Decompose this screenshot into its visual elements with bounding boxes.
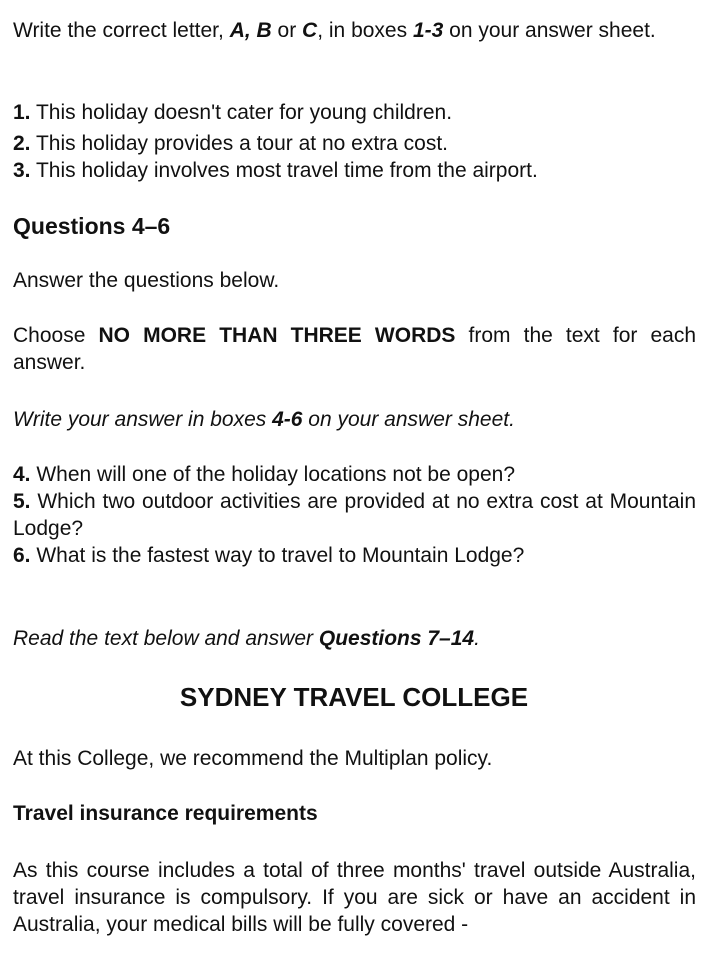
box-range: 4-6 (272, 408, 303, 431)
word-limit: NO MORE THAN THREE WORDS (98, 324, 456, 347)
question-text: This holiday provides a tour at no extra cost. (30, 132, 449, 155)
write-instruction (13, 406, 696, 433)
question-text: This holiday involves most travel time from the airport. (30, 159, 538, 182)
question-4 (13, 461, 696, 488)
question-text: What is the fastest way to travel to Mountain Lodge? (30, 544, 525, 567)
instruction-text: Write your answer in boxes (13, 408, 273, 431)
choose-instruction (13, 322, 696, 376)
section-heading-questions-4-6: Questions 4–6 (13, 213, 171, 239)
option-a: A, (229, 19, 257, 42)
instruction-text: . (474, 627, 480, 650)
read-instruction (13, 625, 696, 652)
question-number: 1. (13, 101, 31, 124)
instruction-write-letter (13, 17, 696, 44)
insurance-heading: Travel insurance requirements (13, 802, 318, 825)
recommend-paragraph: At this College, we recommend the Multiplan policy. (13, 747, 493, 770)
question-3 (13, 157, 696, 184)
instruction-text: Read the text below and answer (13, 627, 319, 650)
question-text: Which two outdoor activities are provided at no extra cost at Mountain Lodge? (13, 490, 696, 540)
instruction-text: from the text for each answer. (13, 324, 697, 374)
question-number: 6. (13, 544, 31, 567)
question-number: 5. (13, 490, 31, 513)
instruction-text: , in boxes (317, 19, 413, 42)
insurance-paragraph: As this course includes a total of three months' travel outside Australia, travel insurance is compulsory. If you are sick or have an accident in Australia, your medical bills will be fully covered - (13, 859, 696, 936)
instruction-text: on your answer sheet. (302, 408, 515, 431)
question-number: 3. (13, 159, 31, 182)
answer-instruction: Answer the questions below. (13, 269, 280, 292)
question-5 (13, 488, 696, 542)
instruction-text: on your answer sheet. (443, 19, 656, 42)
question-text: When will one of the holiday locations not be open? (30, 463, 516, 486)
instruction-text: Write the correct letter, (13, 19, 230, 42)
question-number: 2. (13, 132, 31, 155)
option-b: B (256, 19, 272, 42)
instruction-text: Choose (13, 324, 99, 347)
option-c: C (302, 19, 318, 42)
box-range: 1-3 (412, 19, 444, 42)
instruction-text: or (271, 19, 303, 42)
question-1 (13, 99, 696, 126)
question-2 (13, 130, 696, 157)
question-text: This holiday doesn't cater for young children. (30, 101, 453, 124)
question-range: Questions 7–14 (318, 627, 475, 650)
question-number: 4. (13, 463, 31, 486)
question-6 (13, 542, 696, 569)
document-title: SYDNEY TRAVEL COLLEGE (179, 682, 529, 712)
